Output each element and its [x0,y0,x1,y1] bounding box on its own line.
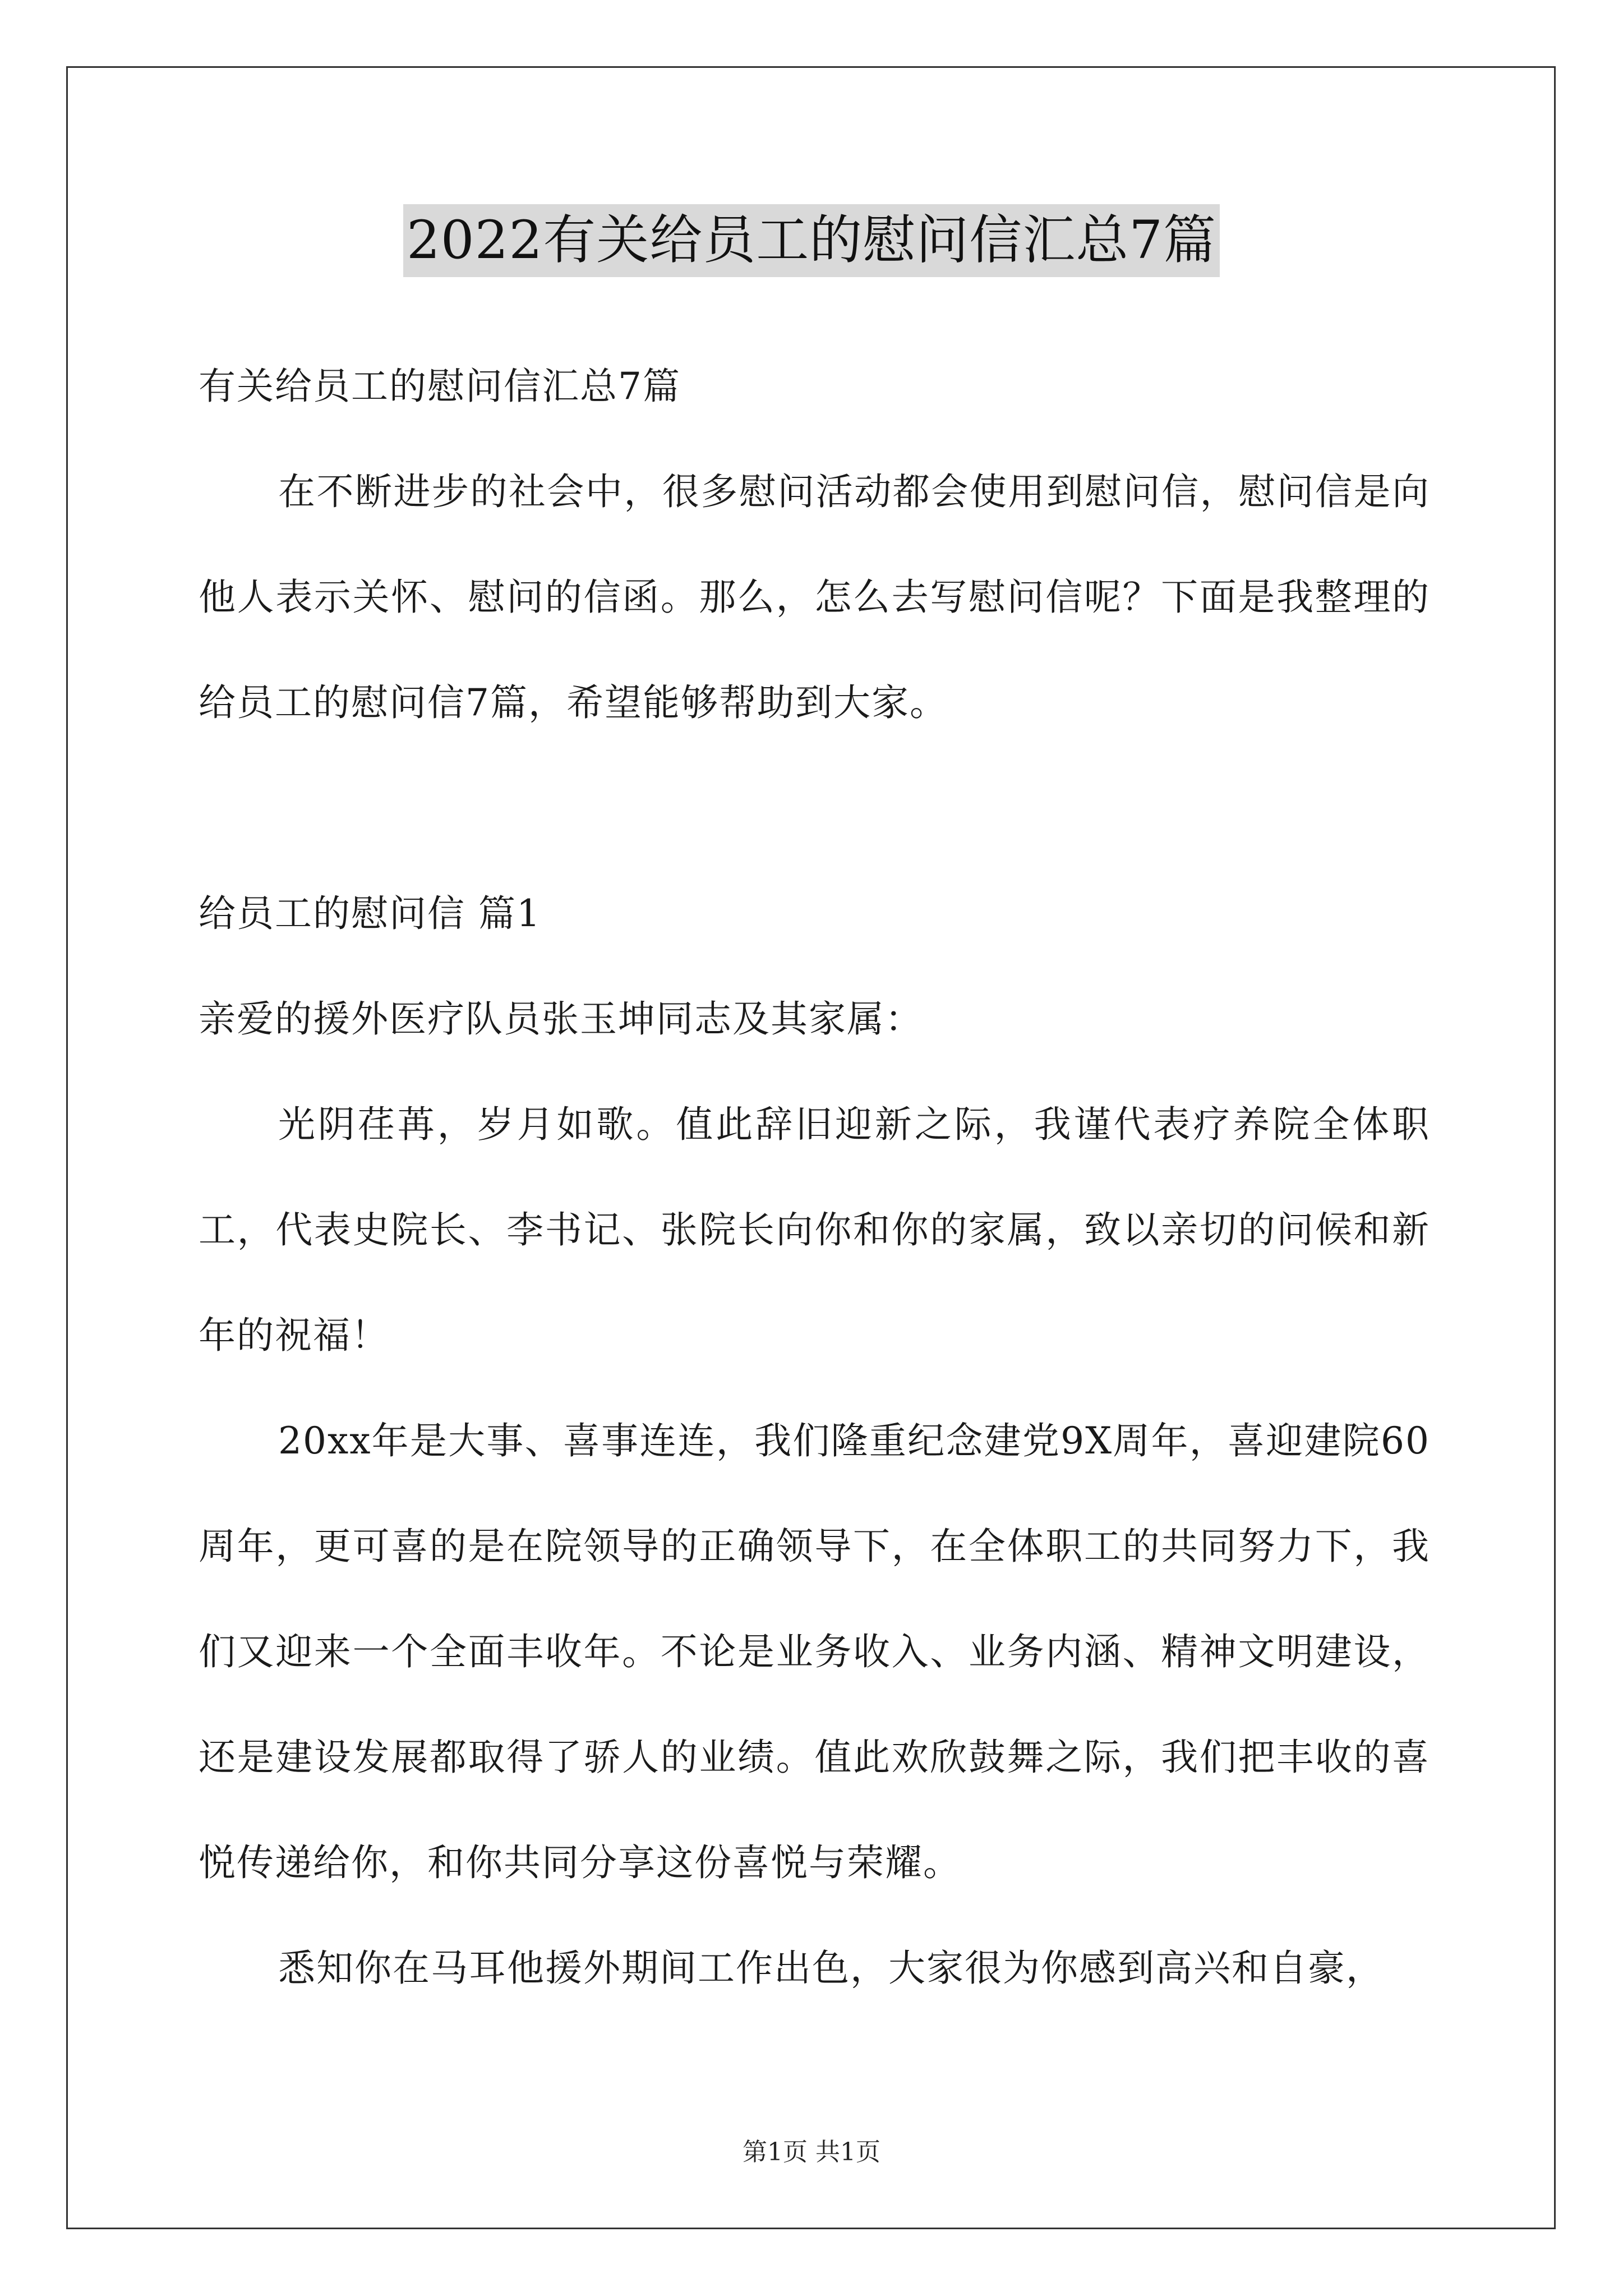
section-heading: 给员工的慰问信 篇1 [199,892,541,935]
body-paragraph: 悉知你在马耳他援外期间工作出色，大家很为你感到高兴和自豪， [278,1947,1384,1990]
section-spacer [199,756,1430,861]
title-container [0,204,1623,277]
subtitle: 有关给员工的慰问信汇总7篇 [199,365,681,408]
intro-paragraph: 在不断进步的社会中，很多慰问活动都会使用到慰问信，慰问信是向他人表示关怀、慰问的信函。那么，怎么去写慰问信呢？下面是我整理的给员工的慰问信7篇，希望能够帮助到大家。 [199,470,1430,724]
body-paragraph: 光阴荏苒，岁月如歌。值此辞旧迎新之际，我谨代表疗养院全体职工，代表史院长、李书记、张院长向你和你的家属，致以亲切的问候和新年的祝福！ [199,1103,1430,1357]
document-body [199,334,1430,2021]
page-footer: 第1页 共1页 [743,2138,880,2166]
salutation: 亲爱的援外医疗队员张玉坤同志及其家属： [199,997,923,1041]
body-paragraph: 20xx年是大事、喜事连连，我们隆重纪念建党9X周年，喜迎建院60周年，更可喜的是在院领导的正确领导下，在全体职工的共同努力下，我们又迎来一个全面丰收年。不论是业务收入、业务内涵、精神文明建设，还是建设发展都取得了骄人的业绩。值此欢欣鼓舞之际，我们把丰收的喜悦传递给你，和你共同分享这份喜悦与荣耀。 [199,1419,1430,1884]
document-title: 2022有关给员工的慰问信汇总7篇 [403,204,1220,277]
